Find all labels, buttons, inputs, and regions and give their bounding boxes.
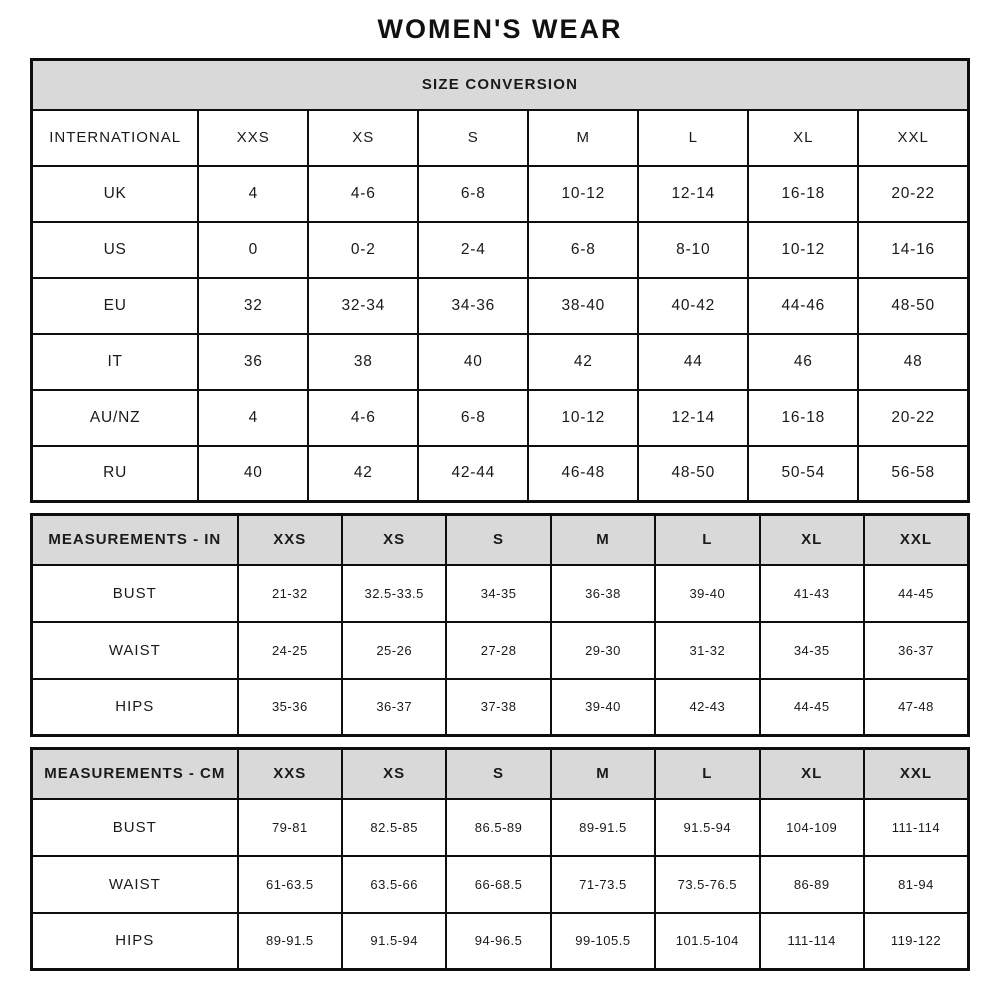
measurements-cm-title: MEASUREMENTS - CM [32, 749, 238, 799]
table-cell: 34-35 [760, 622, 864, 679]
table-row-hips-in [32, 679, 969, 736]
table-cell: 48-50 [858, 278, 968, 334]
size-conversion-banner: SIZE CONVERSION [32, 60, 969, 110]
row-label: BUST [32, 565, 238, 622]
column-header-l: L [655, 515, 759, 565]
table-cell: 35-36 [238, 679, 342, 736]
table-row-bust-cm [32, 799, 969, 856]
table-row-waist-cm [32, 856, 969, 913]
table-cell: 21-32 [238, 565, 342, 622]
table-cell: 29-30 [551, 622, 655, 679]
table-cell: 16-18 [748, 390, 858, 446]
table-cell: 63.5-66 [342, 856, 446, 913]
table-cell: 40 [198, 446, 308, 502]
column-header-xl: XL [760, 515, 864, 565]
table-cell: 32 [198, 278, 308, 334]
table-cell: 71-73.5 [551, 856, 655, 913]
table-cell: 44-46 [748, 278, 858, 334]
table-cell: 4 [198, 390, 308, 446]
table-cell: 39-40 [551, 679, 655, 736]
row-label: WAIST [32, 622, 238, 679]
column-header-xs: XS [342, 515, 446, 565]
table-cell: 36-38 [551, 565, 655, 622]
table-cell: 56-58 [858, 446, 968, 502]
table-cell: 40-42 [638, 278, 748, 334]
table-cell: 111-114 [760, 913, 864, 970]
column-header-xl: XL [748, 110, 858, 166]
table-cell: 79-81 [238, 799, 342, 856]
table-row-uk [32, 166, 969, 222]
size-conversion-header-row [32, 110, 969, 166]
table-cell: 61-63.5 [238, 856, 342, 913]
table-row-waist-in [32, 622, 969, 679]
table-cell: 42 [528, 334, 638, 390]
table-cell: 44 [638, 334, 748, 390]
table-cell: 47-48 [864, 679, 969, 736]
column-header-s: S [446, 515, 550, 565]
column-header-xxl: XXL [858, 110, 968, 166]
column-header-m: M [528, 110, 638, 166]
table-cell: 39-40 [655, 565, 759, 622]
table-row-aunz [32, 390, 969, 446]
column-header-international: INTERNATIONAL [32, 110, 199, 166]
row-label: RU [32, 446, 199, 502]
table-cell: 34-35 [446, 565, 550, 622]
column-header-m: M [551, 749, 655, 799]
row-label: WAIST [32, 856, 238, 913]
table-cell: 86.5-89 [446, 799, 550, 856]
table-cell: 44-45 [864, 565, 969, 622]
table-row-ru [32, 446, 969, 502]
table-cell: 16-18 [748, 166, 858, 222]
table-cell: 66-68.5 [446, 856, 550, 913]
table-cell: 20-22 [858, 166, 968, 222]
row-label: BUST [32, 799, 238, 856]
column-header-xxs: XXS [238, 515, 342, 565]
table-cell: 4-6 [308, 166, 418, 222]
table-cell: 38-40 [528, 278, 638, 334]
table-cell: 10-12 [528, 166, 638, 222]
table-cell: 6-8 [418, 166, 528, 222]
table-cell: 42-44 [418, 446, 528, 502]
row-label: AU/NZ [32, 390, 199, 446]
table-row-eu [32, 278, 969, 334]
measurements-in-table [30, 513, 970, 737]
table-cell: 38 [308, 334, 418, 390]
measurements-in-title: MEASUREMENTS - IN [32, 515, 238, 565]
column-header-s: S [446, 749, 550, 799]
table-cell: 32.5-33.5 [342, 565, 446, 622]
table-cell: 48 [858, 334, 968, 390]
table-cell: 2-4 [418, 222, 528, 278]
table-cell: 48-50 [638, 446, 748, 502]
table-row-bust-in [32, 565, 969, 622]
table-row-us [32, 222, 969, 278]
column-header-m: M [551, 515, 655, 565]
table-cell: 91.5-94 [342, 913, 446, 970]
column-header-xl: XL [760, 749, 864, 799]
table-cell: 82.5-85 [342, 799, 446, 856]
table-cell: 10-12 [748, 222, 858, 278]
table-cell: 42-43 [655, 679, 759, 736]
table-cell: 12-14 [638, 166, 748, 222]
size-conversion-table [30, 58, 970, 503]
table-cell: 32-34 [308, 278, 418, 334]
table-cell: 94-96.5 [446, 913, 550, 970]
column-header-xxl: XXL [864, 515, 969, 565]
column-header-xs: XS [342, 749, 446, 799]
table-cell: 4 [198, 166, 308, 222]
table-cell: 46 [748, 334, 858, 390]
table-cell: 89-91.5 [551, 799, 655, 856]
table-cell: 42 [308, 446, 418, 502]
table-cell: 99-105.5 [551, 913, 655, 970]
table-cell: 20-22 [858, 390, 968, 446]
table-cell: 104-109 [760, 799, 864, 856]
measurements-cm-header-row [32, 749, 969, 799]
table-cell: 24-25 [238, 622, 342, 679]
table-cell: 86-89 [760, 856, 864, 913]
table-cell: 6-8 [418, 390, 528, 446]
table-cell: 0-2 [308, 222, 418, 278]
measurements-cm-table [30, 747, 970, 971]
row-label: IT [32, 334, 199, 390]
table-cell: 111-114 [864, 799, 969, 856]
table-cell: 73.5-76.5 [655, 856, 759, 913]
column-header-xxs: XXS [238, 749, 342, 799]
row-label: HIPS [32, 913, 238, 970]
table-cell: 34-36 [418, 278, 528, 334]
table-cell: 36-37 [342, 679, 446, 736]
row-label: US [32, 222, 199, 278]
table-cell: 4-6 [308, 390, 418, 446]
column-header-l: L [638, 110, 748, 166]
table-cell: 27-28 [446, 622, 550, 679]
table-cell: 37-38 [446, 679, 550, 736]
row-label: HIPS [32, 679, 238, 736]
column-header-s: S [418, 110, 528, 166]
table-cell: 41-43 [760, 565, 864, 622]
table-cell: 89-91.5 [238, 913, 342, 970]
table-cell: 31-32 [655, 622, 759, 679]
column-header-xxs: XXS [198, 110, 308, 166]
row-label: UK [32, 166, 199, 222]
table-cell: 14-16 [858, 222, 968, 278]
table-cell: 101.5-104 [655, 913, 759, 970]
table-cell: 6-8 [528, 222, 638, 278]
table-cell: 12-14 [638, 390, 748, 446]
table-cell: 81-94 [864, 856, 969, 913]
row-label: EU [32, 278, 199, 334]
table-cell: 36-37 [864, 622, 969, 679]
table-cell: 10-12 [528, 390, 638, 446]
table-cell: 119-122 [864, 913, 969, 970]
column-header-xs: XS [308, 110, 418, 166]
table-cell: 50-54 [748, 446, 858, 502]
table-row-hips-cm [32, 913, 969, 970]
table-cell: 8-10 [638, 222, 748, 278]
table-cell: 25-26 [342, 622, 446, 679]
table-cell: 0 [198, 222, 308, 278]
table-cell: 91.5-94 [655, 799, 759, 856]
column-header-xxl: XXL [864, 749, 969, 799]
table-cell: 36 [198, 334, 308, 390]
measurements-in-header-row [32, 515, 969, 565]
column-header-l: L [655, 749, 759, 799]
table-cell: 40 [418, 334, 528, 390]
table-row-it [32, 334, 969, 390]
table-cell: 44-45 [760, 679, 864, 736]
page-title: WOMEN'S WEAR [377, 14, 623, 44]
table-cell: 46-48 [528, 446, 638, 502]
